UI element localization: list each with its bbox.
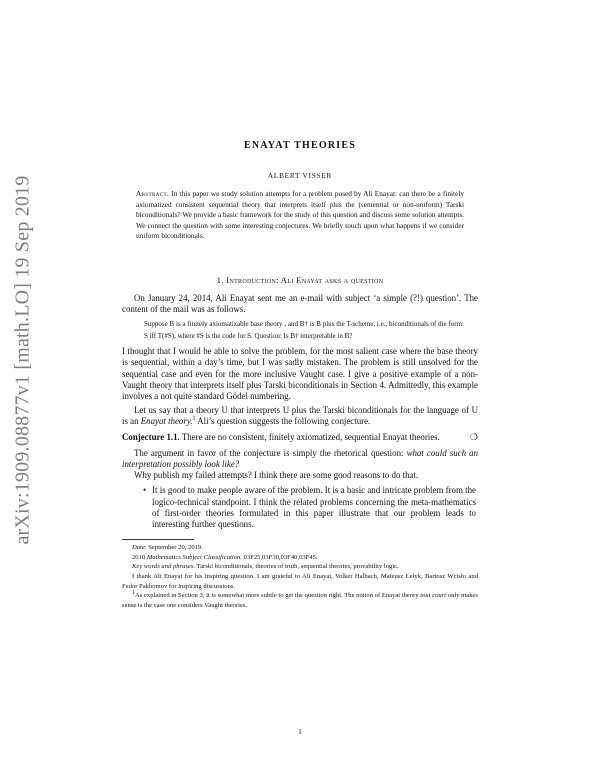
- paragraph-argument: [122, 448, 478, 470]
- qed-icon: ❍: [469, 431, 478, 442]
- bullet-text: It is good to make people aware of the problem. It is a basic and intricate problem from the logico-technical standpoint. I think the related problems concerning the meta-mathematics of first-order theories formulated in this paper illustrate that our problem leads to interesting further questions.: [152, 485, 476, 530]
- keywords-text: Tarski biconditionals, theories of truth, sequential theories, provability logic.: [195, 563, 399, 571]
- date-label: Date: [132, 544, 145, 552]
- conjecture-label: Conjecture 1.1.: [122, 431, 180, 442]
- footnote-date: [122, 543, 478, 553]
- definition-text: Let us say that a theory U that interprets U plus the Tarski biconditionals for the language of U is an: [122, 405, 478, 427]
- section-heading: 1. Introduction: Ali Enayat asks a question: [216, 274, 384, 285]
- enayat-theory-term: Enayat theory.: [140, 416, 193, 427]
- arxiv-identifier: arXiv:1909.08877v1 [math.LO] 19 Sep 2019: [11, 175, 34, 545]
- footnote-keywords: [122, 562, 478, 572]
- footnote-1-end: only makes sense is the case one considers Vaught theories.: [122, 592, 478, 609]
- paragraph-attempt: I thought that I would be able to solve the problem, for the most salient case where the base theory is sequential, within a day’s time, but I was sadly mistaken. The problem is still unsolved for the sequential case and even for the more inclusive Vaught case. I give a positive example of a non-Vaught theory that interprets itself plus Tarski biconditionals in Section 4. Admittedly, this example involves a not quite standard Gödel numbering.: [122, 346, 478, 401]
- paper-page: [122, 140, 478, 610]
- paragraph-definition: [122, 405, 478, 427]
- footnote-msc: [122, 553, 478, 563]
- bullet-item: [143, 485, 476, 530]
- msc-codes: 03F25,03F30,03F40,03F45.: [241, 553, 318, 561]
- keywords-label: Key words and phrases.: [132, 563, 196, 571]
- footnote-marker: 1: [192, 416, 196, 423]
- paper-author: ALBERT VISSER: [267, 172, 333, 180]
- msc-label: Mathematics Subject Classification.: [146, 553, 242, 561]
- conjecture-text: There are no consistent, finitely axiomatized, sequential Enayat theories.: [181, 431, 440, 442]
- definition-text-end: Ali’s question suggests the following conjecture.: [195, 416, 371, 427]
- bullet-icon: •: [143, 485, 147, 496]
- date-value: : September 20, 2019.: [144, 544, 203, 552]
- conjecture: [122, 432, 478, 443]
- page-number: 1: [298, 727, 302, 736]
- paragraph-why-publish: Why publish my failed attempts? I think there are some good reasons to do that.: [134, 470, 419, 481]
- abstract-label: Abstract.: [136, 189, 170, 198]
- footnote-thanks: I thank Ali Enayat for his inspiring question. I am grateful to Ali Enayat, Volker Halbach, Mateusz Łełyk, Bartosz Wcisło and Fedor Pakhomov for inspiring discussions.: [122, 573, 478, 590]
- msc-year: 2010: [132, 553, 147, 561]
- paper-title: ENAYAT THEORIES: [243, 140, 357, 151]
- footnote-1-text: As explained in Section 3, it is somewhat more subtle to get the question right. The notion of Enayat theory: [135, 592, 421, 600]
- paragraph-intro: On January 24, 2014, Ali Enayat sent me an e-mail with subject ‘a simple (?!) question’. The content of the mail was as follows.: [122, 292, 478, 315]
- abstract-text: In this paper we study solution attempts for a problem posed by Ali Enayat: can there be a finitely axiomatized consistent sequential theory that interprets itself plus the (sentential or non-uniform) Tarski biconditionals? We provide a basic framework for the study of this question and discuss some solution attempts. We connect the question with some interesting conjectures. We briefly touch upon what happens if we consider uniform biconditionals.: [136, 189, 464, 241]
- footnote-1-marker: 1: [132, 590, 135, 597]
- quoted-email: Suppose B is a finitely axiomatizable base theory , and B† is B plus the T-scheme, i.e., biconditionals of the form: S iff T(#S), where #S is the code for S. Question: Is B† interpretable in B?: [144, 320, 464, 340]
- footnote-rule: [122, 539, 194, 540]
- arxiv-sidebar: [6, 140, 40, 580]
- abstract: [136, 189, 464, 242]
- rhetorical-question: what could such an interpretation possibly look like?: [122, 447, 478, 470]
- footnote-1: [122, 591, 478, 610]
- argument-text: The argument in favor of the conjecture is simply the rhetorical question:: [134, 447, 407, 458]
- footnote-1-italic: tout court: [420, 592, 447, 600]
